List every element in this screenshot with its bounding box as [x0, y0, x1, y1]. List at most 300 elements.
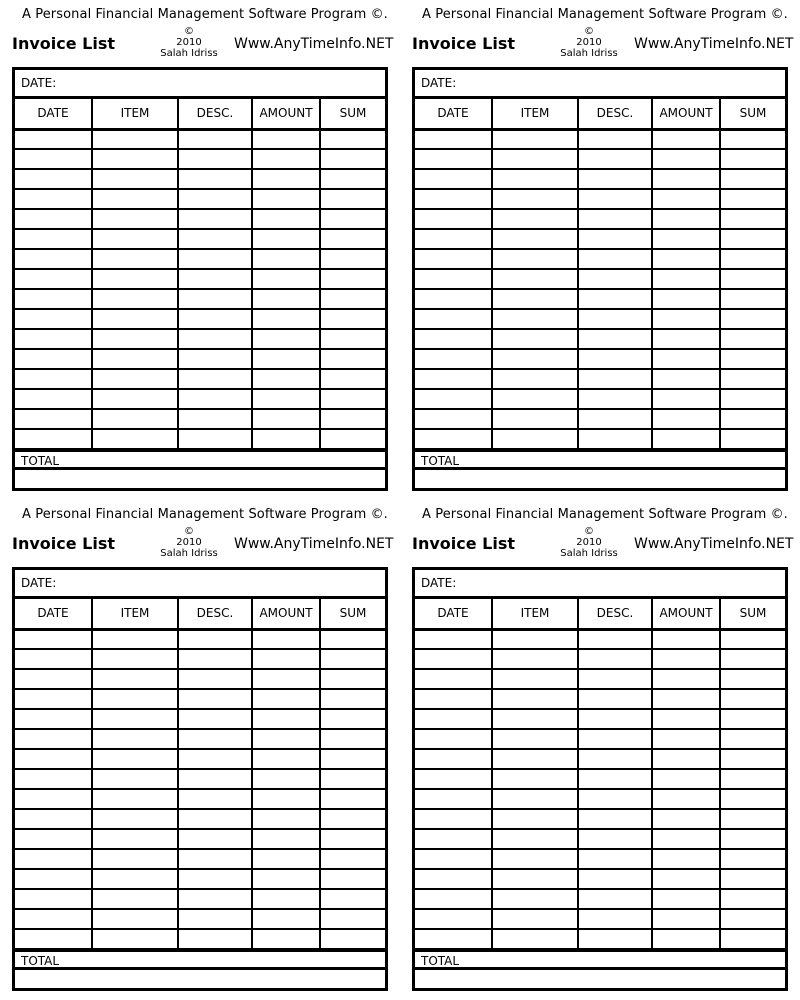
date-field[interactable]	[15, 570, 385, 599]
table-cell[interactable]	[492, 389, 578, 409]
table-cell[interactable]	[492, 409, 578, 429]
table-cell[interactable]	[415, 309, 492, 329]
table-cell[interactable]	[252, 349, 320, 369]
table-cell[interactable]	[252, 389, 320, 409]
table-cell[interactable]	[252, 329, 320, 349]
table-cell[interactable]	[15, 429, 92, 449]
table-cell[interactable]	[178, 149, 252, 169]
table-cell[interactable]	[252, 149, 320, 169]
table-cell[interactable]	[252, 129, 320, 149]
table-cell[interactable]	[92, 709, 178, 729]
table-cell[interactable]	[415, 849, 492, 869]
table-cell[interactable]	[320, 849, 385, 869]
table-cell[interactable]	[320, 189, 385, 209]
table-cell[interactable]	[92, 229, 178, 249]
table-cell[interactable]	[92, 209, 178, 229]
table-cell[interactable]	[92, 749, 178, 769]
table-cell[interactable]	[178, 169, 252, 189]
table-cell[interactable]	[92, 689, 178, 709]
table-cell[interactable]	[92, 629, 178, 649]
table-cell[interactable]	[92, 309, 178, 329]
table-cell[interactable]	[92, 829, 178, 849]
table-cell[interactable]	[720, 709, 785, 729]
table-cell[interactable]	[415, 289, 492, 309]
table-cell[interactable]	[652, 349, 720, 369]
table-cell[interactable]	[578, 749, 652, 769]
table-cell[interactable]	[320, 269, 385, 289]
table-cell[interactable]	[652, 749, 720, 769]
table-cell[interactable]	[415, 369, 492, 389]
table-cell[interactable]	[720, 349, 785, 369]
table-cell[interactable]	[178, 409, 252, 429]
table-cell[interactable]	[415, 809, 492, 829]
table-cell[interactable]	[92, 789, 178, 809]
table-cell[interactable]	[492, 429, 578, 449]
table-cell[interactable]	[15, 249, 92, 269]
table-cell[interactable]	[652, 189, 720, 209]
table-cell[interactable]	[720, 929, 785, 949]
table-cell[interactable]	[92, 389, 178, 409]
table-cell[interactable]	[320, 289, 385, 309]
table-cell[interactable]	[720, 429, 785, 449]
table-cell[interactable]	[252, 909, 320, 929]
table-cell[interactable]	[252, 269, 320, 289]
table-cell[interactable]	[720, 149, 785, 169]
table-cell[interactable]	[415, 349, 492, 369]
table-cell[interactable]	[492, 929, 578, 949]
table-cell[interactable]	[92, 769, 178, 789]
table-cell[interactable]	[720, 629, 785, 649]
table-cell[interactable]	[578, 249, 652, 269]
table-cell[interactable]	[320, 629, 385, 649]
table-cell[interactable]	[178, 849, 252, 869]
date-field[interactable]	[415, 570, 785, 599]
table-cell[interactable]	[252, 689, 320, 709]
total-row[interactable]	[15, 949, 385, 970]
table-cell[interactable]	[415, 709, 492, 729]
table-cell[interactable]	[252, 229, 320, 249]
table-cell[interactable]	[178, 669, 252, 689]
table-cell[interactable]	[578, 349, 652, 369]
table-cell[interactable]	[492, 349, 578, 369]
table-cell[interactable]	[252, 189, 320, 209]
table-cell[interactable]	[492, 849, 578, 869]
table-cell[interactable]	[15, 129, 92, 149]
table-cell[interactable]	[320, 129, 385, 149]
table-cell[interactable]	[578, 709, 652, 729]
table-cell[interactable]	[652, 409, 720, 429]
table-cell[interactable]	[92, 249, 178, 269]
table-cell[interactable]	[15, 309, 92, 329]
table-cell[interactable]	[92, 809, 178, 829]
table-cell[interactable]	[320, 349, 385, 369]
table-cell[interactable]	[652, 129, 720, 149]
website-link[interactable]: Www.AnyTimeInfo.NET	[634, 36, 794, 52]
table-cell[interactable]	[720, 189, 785, 209]
table-cell[interactable]	[415, 929, 492, 949]
table-cell[interactable]	[652, 869, 720, 889]
table-cell[interactable]	[492, 269, 578, 289]
table-cell[interactable]	[92, 329, 178, 349]
table-cell[interactable]	[178, 689, 252, 709]
table-cell[interactable]	[15, 369, 92, 389]
table-cell[interactable]	[15, 809, 92, 829]
table-cell[interactable]	[415, 649, 492, 669]
table-cell[interactable]	[178, 649, 252, 669]
table-cell[interactable]	[578, 789, 652, 809]
table-cell[interactable]	[578, 269, 652, 289]
table-cell[interactable]	[578, 849, 652, 869]
table-cell[interactable]	[178, 629, 252, 649]
table-cell[interactable]	[578, 769, 652, 789]
table-cell[interactable]	[320, 649, 385, 669]
table-cell[interactable]	[492, 689, 578, 709]
table-cell[interactable]	[415, 629, 492, 649]
table-cell[interactable]	[15, 689, 92, 709]
table-cell[interactable]	[492, 749, 578, 769]
table-cell[interactable]	[578, 389, 652, 409]
table-cell[interactable]	[720, 169, 785, 189]
table-cell[interactable]	[492, 669, 578, 689]
table-cell[interactable]	[720, 889, 785, 909]
table-cell[interactable]	[178, 129, 252, 149]
table-cell[interactable]	[578, 369, 652, 389]
table-cell[interactable]	[652, 789, 720, 809]
table-cell[interactable]	[720, 749, 785, 769]
table-cell[interactable]	[320, 769, 385, 789]
table-cell[interactable]	[252, 729, 320, 749]
table-cell[interactable]	[720, 849, 785, 869]
table-cell[interactable]	[320, 749, 385, 769]
table-cell[interactable]	[320, 329, 385, 349]
table-cell[interactable]	[720, 389, 785, 409]
table-cell[interactable]	[578, 149, 652, 169]
table-cell[interactable]	[252, 369, 320, 389]
date-field[interactable]	[15, 70, 385, 99]
table-cell[interactable]	[415, 209, 492, 229]
table-cell[interactable]	[652, 169, 720, 189]
table-cell[interactable]	[92, 189, 178, 209]
table-cell[interactable]	[252, 309, 320, 329]
table-cell[interactable]	[252, 749, 320, 769]
table-cell[interactable]	[720, 269, 785, 289]
table-cell[interactable]	[415, 389, 492, 409]
table-cell[interactable]	[92, 169, 178, 189]
table-cell[interactable]	[178, 889, 252, 909]
table-cell[interactable]	[178, 269, 252, 289]
table-cell[interactable]	[720, 289, 785, 309]
table-cell[interactable]	[578, 909, 652, 929]
table-cell[interactable]	[578, 229, 652, 249]
table-cell[interactable]	[415, 149, 492, 169]
table-cell[interactable]	[320, 709, 385, 729]
date-field[interactable]	[415, 70, 785, 99]
table-cell[interactable]	[578, 329, 652, 349]
table-cell[interactable]	[492, 789, 578, 809]
table-cell[interactable]	[178, 309, 252, 329]
table-cell[interactable]	[720, 309, 785, 329]
table-cell[interactable]	[415, 409, 492, 429]
table-cell[interactable]	[178, 289, 252, 309]
website-link[interactable]: Www.AnyTimeInfo.NET	[234, 36, 394, 52]
table-cell[interactable]	[492, 809, 578, 829]
table-cell[interactable]	[178, 709, 252, 729]
table-cell[interactable]	[15, 169, 92, 189]
table-cell[interactable]	[178, 429, 252, 449]
website-link[interactable]: Www.AnyTimeInfo.NET	[234, 536, 394, 552]
table-cell[interactable]	[652, 689, 720, 709]
table-cell[interactable]	[320, 429, 385, 449]
table-cell[interactable]	[252, 889, 320, 909]
table-cell[interactable]	[320, 889, 385, 909]
table-cell[interactable]	[652, 269, 720, 289]
table-cell[interactable]	[578, 689, 652, 709]
table-cell[interactable]	[178, 329, 252, 349]
table-cell[interactable]	[15, 849, 92, 869]
table-cell[interactable]	[320, 389, 385, 409]
table-cell[interactable]	[15, 629, 92, 649]
table-cell[interactable]	[578, 829, 652, 849]
table-cell[interactable]	[320, 689, 385, 709]
table-cell[interactable]	[15, 669, 92, 689]
table-cell[interactable]	[720, 669, 785, 689]
table-cell[interactable]	[320, 829, 385, 849]
table-cell[interactable]	[720, 789, 785, 809]
table-cell[interactable]	[578, 409, 652, 429]
table-cell[interactable]	[252, 829, 320, 849]
table-cell[interactable]	[92, 149, 178, 169]
table-cell[interactable]	[492, 289, 578, 309]
table-cell[interactable]	[415, 889, 492, 909]
table-cell[interactable]	[415, 129, 492, 149]
table-cell[interactable]	[720, 689, 785, 709]
table-cell[interactable]	[15, 709, 92, 729]
table-cell[interactable]	[15, 149, 92, 169]
table-cell[interactable]	[578, 209, 652, 229]
table-cell[interactable]	[578, 189, 652, 209]
table-cell[interactable]	[15, 649, 92, 669]
total-row[interactable]	[415, 949, 785, 970]
table-cell[interactable]	[652, 889, 720, 909]
table-cell[interactable]	[178, 929, 252, 949]
table-cell[interactable]	[720, 729, 785, 749]
table-cell[interactable]	[578, 629, 652, 649]
table-cell[interactable]	[720, 209, 785, 229]
table-cell[interactable]	[652, 229, 720, 249]
table-cell[interactable]	[492, 189, 578, 209]
table-cell[interactable]	[15, 289, 92, 309]
table-cell[interactable]	[578, 889, 652, 909]
table-cell[interactable]	[492, 229, 578, 249]
table-cell[interactable]	[15, 269, 92, 289]
table-cell[interactable]	[720, 249, 785, 269]
table-cell[interactable]	[178, 389, 252, 409]
table-cell[interactable]	[492, 369, 578, 389]
table-cell[interactable]	[15, 929, 92, 949]
table-cell[interactable]	[92, 729, 178, 749]
table-cell[interactable]	[578, 169, 652, 189]
table-cell[interactable]	[415, 169, 492, 189]
table-cell[interactable]	[652, 769, 720, 789]
table-cell[interactable]	[252, 649, 320, 669]
table-cell[interactable]	[578, 309, 652, 329]
table-cell[interactable]	[492, 629, 578, 649]
table-cell[interactable]	[415, 269, 492, 289]
table-cell[interactable]	[720, 829, 785, 849]
table-cell[interactable]	[178, 209, 252, 229]
table-cell[interactable]	[652, 909, 720, 929]
table-cell[interactable]	[492, 649, 578, 669]
table-cell[interactable]	[652, 809, 720, 829]
table-cell[interactable]	[492, 889, 578, 909]
table-cell[interactable]	[92, 849, 178, 869]
table-cell[interactable]	[178, 749, 252, 769]
table-cell[interactable]	[15, 789, 92, 809]
table-cell[interactable]	[578, 649, 652, 669]
table-cell[interactable]	[720, 129, 785, 149]
table-cell[interactable]	[252, 709, 320, 729]
table-cell[interactable]	[92, 269, 178, 289]
table-cell[interactable]	[492, 149, 578, 169]
table-cell[interactable]	[415, 749, 492, 769]
table-cell[interactable]	[92, 649, 178, 669]
table-cell[interactable]	[720, 649, 785, 669]
table-cell[interactable]	[720, 409, 785, 429]
table-cell[interactable]	[720, 229, 785, 249]
table-cell[interactable]	[320, 249, 385, 269]
table-cell[interactable]	[252, 289, 320, 309]
table-cell[interactable]	[178, 729, 252, 749]
table-cell[interactable]	[92, 129, 178, 149]
table-cell[interactable]	[720, 369, 785, 389]
table-cell[interactable]	[415, 229, 492, 249]
table-cell[interactable]	[15, 409, 92, 429]
table-cell[interactable]	[320, 789, 385, 809]
table-cell[interactable]	[320, 809, 385, 829]
website-link[interactable]: Www.AnyTimeInfo.NET	[634, 536, 794, 552]
table-cell[interactable]	[178, 349, 252, 369]
table-cell[interactable]	[15, 769, 92, 789]
table-cell[interactable]	[578, 429, 652, 449]
table-cell[interactable]	[652, 929, 720, 949]
table-cell[interactable]	[720, 869, 785, 889]
table-cell[interactable]	[415, 769, 492, 789]
table-cell[interactable]	[652, 829, 720, 849]
table-cell[interactable]	[320, 929, 385, 949]
table-cell[interactable]	[252, 629, 320, 649]
table-cell[interactable]	[15, 909, 92, 929]
table-cell[interactable]	[178, 789, 252, 809]
table-cell[interactable]	[15, 729, 92, 749]
table-cell[interactable]	[15, 869, 92, 889]
table-cell[interactable]	[578, 669, 652, 689]
table-cell[interactable]	[320, 729, 385, 749]
table-cell[interactable]	[252, 809, 320, 829]
table-cell[interactable]	[415, 829, 492, 849]
table-cell[interactable]	[720, 809, 785, 829]
table-cell[interactable]	[92, 289, 178, 309]
total-row[interactable]	[415, 449, 785, 470]
table-cell[interactable]	[320, 869, 385, 889]
table-cell[interactable]	[720, 909, 785, 929]
table-cell[interactable]	[178, 809, 252, 829]
table-cell[interactable]	[15, 829, 92, 849]
table-cell[interactable]	[415, 869, 492, 889]
table-cell[interactable]	[92, 929, 178, 949]
table-cell[interactable]	[492, 309, 578, 329]
table-cell[interactable]	[578, 129, 652, 149]
table-cell[interactable]	[415, 249, 492, 269]
table-cell[interactable]	[415, 429, 492, 449]
table-cell[interactable]	[652, 669, 720, 689]
table-cell[interactable]	[320, 229, 385, 249]
table-cell[interactable]	[578, 729, 652, 749]
table-cell[interactable]	[652, 629, 720, 649]
table-cell[interactable]	[92, 349, 178, 369]
table-cell[interactable]	[320, 309, 385, 329]
table-cell[interactable]	[320, 149, 385, 169]
table-cell[interactable]	[320, 669, 385, 689]
table-cell[interactable]	[320, 169, 385, 189]
table-cell[interactable]	[15, 389, 92, 409]
table-cell[interactable]	[320, 209, 385, 229]
table-cell[interactable]	[320, 409, 385, 429]
table-cell[interactable]	[415, 329, 492, 349]
table-cell[interactable]	[92, 429, 178, 449]
table-cell[interactable]	[320, 369, 385, 389]
table-cell[interactable]	[15, 229, 92, 249]
table-cell[interactable]	[492, 729, 578, 749]
table-cell[interactable]	[492, 249, 578, 269]
table-cell[interactable]	[415, 689, 492, 709]
table-cell[interactable]	[178, 869, 252, 889]
table-cell[interactable]	[652, 209, 720, 229]
table-cell[interactable]	[652, 709, 720, 729]
table-cell[interactable]	[252, 929, 320, 949]
table-cell[interactable]	[252, 209, 320, 229]
table-cell[interactable]	[492, 209, 578, 229]
table-cell[interactable]	[15, 889, 92, 909]
table-cell[interactable]	[15, 189, 92, 209]
table-cell[interactable]	[178, 229, 252, 249]
table-cell[interactable]	[178, 769, 252, 789]
table-cell[interactable]	[252, 769, 320, 789]
table-cell[interactable]	[178, 249, 252, 269]
table-cell[interactable]	[252, 169, 320, 189]
table-cell[interactable]	[492, 909, 578, 929]
table-cell[interactable]	[492, 869, 578, 889]
table-cell[interactable]	[652, 649, 720, 669]
table-cell[interactable]	[578, 929, 652, 949]
table-cell[interactable]	[652, 729, 720, 749]
table-cell[interactable]	[252, 789, 320, 809]
table-cell[interactable]	[652, 389, 720, 409]
table-cell[interactable]	[92, 409, 178, 429]
table-cell[interactable]	[492, 329, 578, 349]
table-cell[interactable]	[652, 309, 720, 329]
table-cell[interactable]	[492, 769, 578, 789]
table-cell[interactable]	[92, 909, 178, 929]
table-cell[interactable]	[15, 209, 92, 229]
table-cell[interactable]	[92, 669, 178, 689]
table-cell[interactable]	[578, 289, 652, 309]
table-cell[interactable]	[652, 369, 720, 389]
table-cell[interactable]	[252, 429, 320, 449]
table-cell[interactable]	[415, 669, 492, 689]
table-cell[interactable]	[178, 909, 252, 929]
table-cell[interactable]	[492, 709, 578, 729]
table-cell[interactable]	[492, 169, 578, 189]
